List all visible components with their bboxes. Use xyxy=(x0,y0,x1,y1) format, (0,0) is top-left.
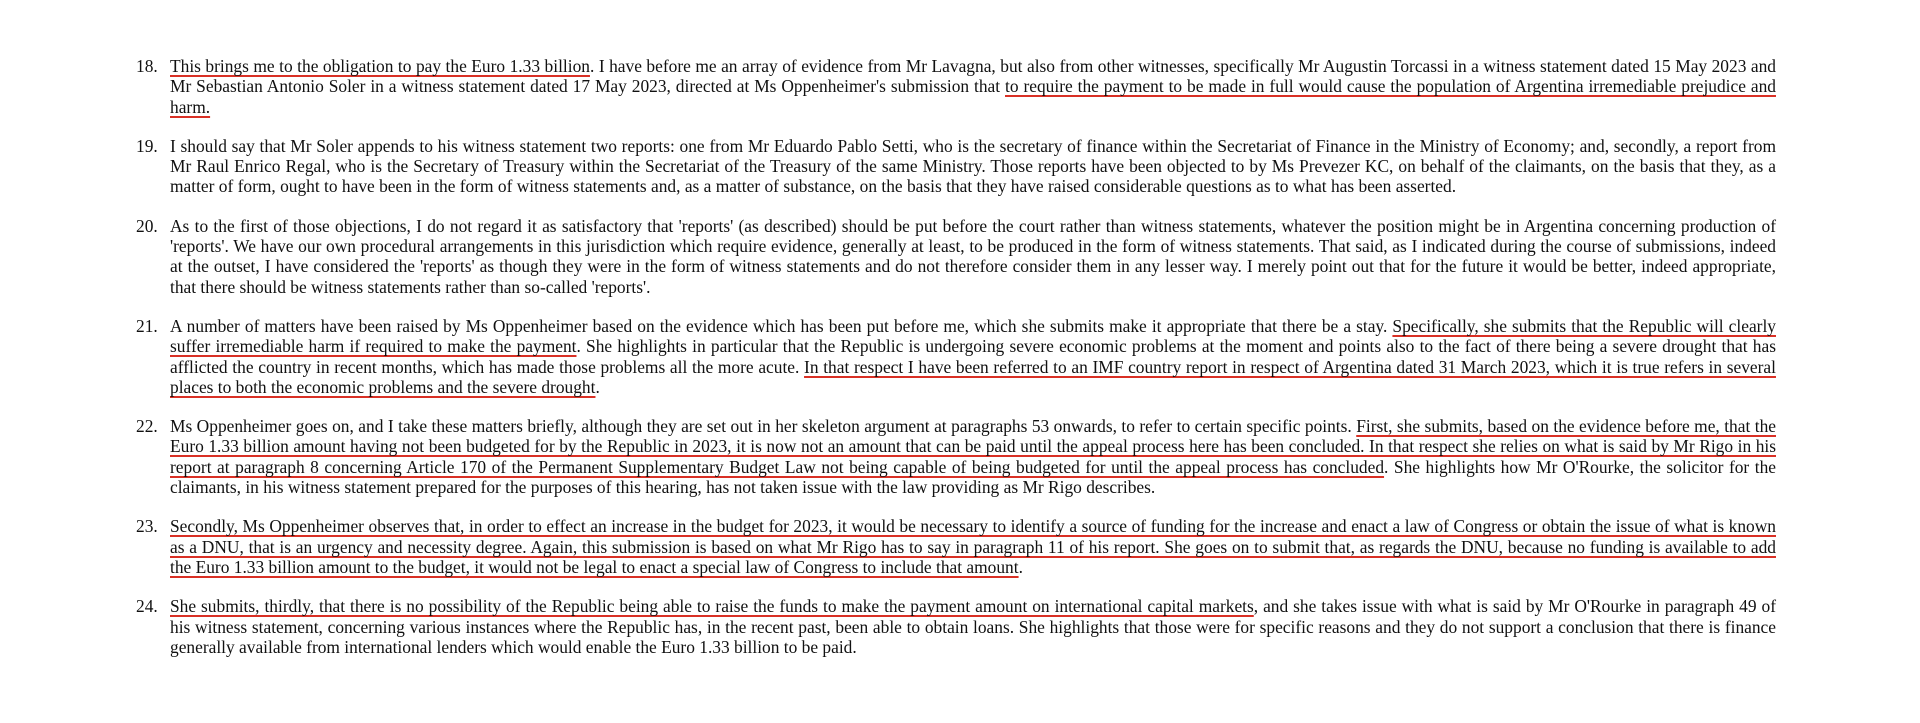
paragraph-number: 19. xyxy=(136,135,158,156)
text-run: . I have before me an array of evidence from Mr Lavagna, but also from other witnesses, specifically Mr Augustin Torcassi in a witness statement dated 15 May 2023 and Mr Sebastian Antonio Soler in a witness statement dated 17 May 2023, directed at Ms Oppenheimer's submission that xyxy=(170,56,1776,97)
underlined-passage: She submits, thirdly, that there is no possibility of the Republic being able to raise the funds to make the payment amount on international capital markets xyxy=(170,596,1254,617)
text-run: As to the first of those objections, I do not regard it as satisfactory that 'reports' (as described) should be put before the court rather than witness statements, whatever the position might be in Argentina concerning production of 'reports'. We have our own procedural arrangements in this jurisdiction which require evidence, generally at least, to be produced in the form of witness statements. That said, as I indicated during the course of submissions, indeed at the outset, I have considered the 'reports' as though they were in the form of witness statements and do not therefore consider them in any lesser way. I merely point out that for the future it would be better, indeed appropriate, that there should be witness statements rather than so-called 'reports'. xyxy=(170,215,1776,297)
paragraph-number: 20. xyxy=(136,215,158,236)
paragraph-20 xyxy=(136,216,1776,297)
paragraph-text xyxy=(170,316,1776,397)
paragraph-19 xyxy=(136,136,1776,197)
underlined-passage: to require the payment to be made in full would cause the population of Argentina irremediable prejudice and harm. xyxy=(170,76,1776,117)
underlined-passage: Specifically, she submits that the Republic will clearly suffer irremediable harm if required to make the payment xyxy=(170,315,1776,357)
paragraph-22 xyxy=(136,416,1776,497)
text-run: . She highlights in particular that the Republic is undergoing severe economic problems at the moment and points also to the fact of there being a severe drought that has afflicted the country in recent months, which has made those problems all the more acute. xyxy=(170,336,1776,377)
underlined-passage: First, she submits, based on the evidence before me, that the Euro 1.33 billion amount having not been budgeted for by the Republic in 2023, it is now not an amount that can be paid until the appeal process here has been concluded. In that respect she relies on what is said by Mr Rigo in his report at paragraph 8 concerning Article 170 of the Permanent Supplementary Budget Law not being capable of being budgeted for until the appeal process has concluded xyxy=(170,416,1776,477)
text-run: I should say that Mr Soler appends to his witness statement two reports: one from Mr Eduardo Pablo Setti, who is the secretary of finance within the Secretariat of Finance in the Ministry of Economy; and, secondly, a report from Mr Raul Enrico Regal, who is the Secretary of Treasury within the Secretariat of the Treasury of the same Ministry. Those reports have been objected to by Ms Prevezer KC, on behalf of the claimants, on the basis that they, as a matter of form, ought to have been in the form of witness statements and, as a matter of substance, on the basis that they have raised considerable questions as to what has been asserted. xyxy=(170,135,1776,197)
paragraph-23 xyxy=(136,516,1776,577)
paragraph-number: 22. xyxy=(136,416,158,437)
underlined-passage: Secondly, Ms Oppenheimer observes that, in order to effect an increase in the budget for 2023, it would be necessary to identify a source of funding for the increase and enact a law of Congress or obtain the issue of what is known as a DNU, that is an urgency and necessity degree. Again, this submission is based on what Mr Rigo has to say in paragraph 11 of his report. She goes on to submit that, as regards the DNU, because no funding is available to add the Euro 1.33 billion amount to the budget, it would not be legal to enact a special law of Congress to include that amount xyxy=(170,516,1776,577)
paragraph-24 xyxy=(136,596,1776,657)
paragraph-number: 21. xyxy=(136,315,158,336)
paragraph-number: 18. xyxy=(136,56,158,76)
text-run: . xyxy=(1018,556,1023,577)
paragraph-18 xyxy=(136,56,1776,117)
paragraph-number: 24. xyxy=(136,596,158,617)
underlined-passage: In that respect I have been referred to an IMF country report in respect of Argentina dated 31 March 2023, which it is true refers in several places to both the economic problems and the severe drought xyxy=(170,356,1776,397)
underlined-passage: This brings me to the obligation to pay the Euro 1.33 billion xyxy=(170,56,590,76)
paragraph-21 xyxy=(136,316,1776,397)
paragraph-text xyxy=(170,216,1776,297)
text-run: A number of matters have been raised by Ms Oppenheimer based on the evidence which has been put before me, which she submits make it appropriate that there be a stay. xyxy=(170,315,1393,336)
text-run: Ms Oppenheimer goes on, and I take these matters briefly, although they are set out in her skeleton argument at paragraphs 53 onwards, to refer to certain specific points. xyxy=(170,416,1357,437)
paragraph-number: 23. xyxy=(136,516,158,537)
text-run: , and she takes issue with what is said by Mr O'Rourke in paragraph 49 of his witness statement, concerning various instances where the Republic has, in the recent past, been able to obtain loans. She highlights that those were for specific reasons and they do not support a conclusion that there is finance generally available from international lenders which would enable the Euro 1.33 billion to be paid. xyxy=(170,596,1776,657)
text-run: . She highlights how Mr O'Rourke, the solicitor for the claimants, in his witness statement prepared for the purposes of this hearing, has not taken issue with the law providing as Mr Rigo describes. xyxy=(170,456,1776,498)
judgment-excerpt xyxy=(136,56,1776,676)
paragraph-text xyxy=(170,56,1776,117)
paragraph-text xyxy=(170,516,1776,577)
paragraph-text xyxy=(170,596,1776,657)
text-run: . xyxy=(595,376,600,397)
paragraph-text xyxy=(170,416,1776,497)
paragraph-text xyxy=(170,136,1776,197)
